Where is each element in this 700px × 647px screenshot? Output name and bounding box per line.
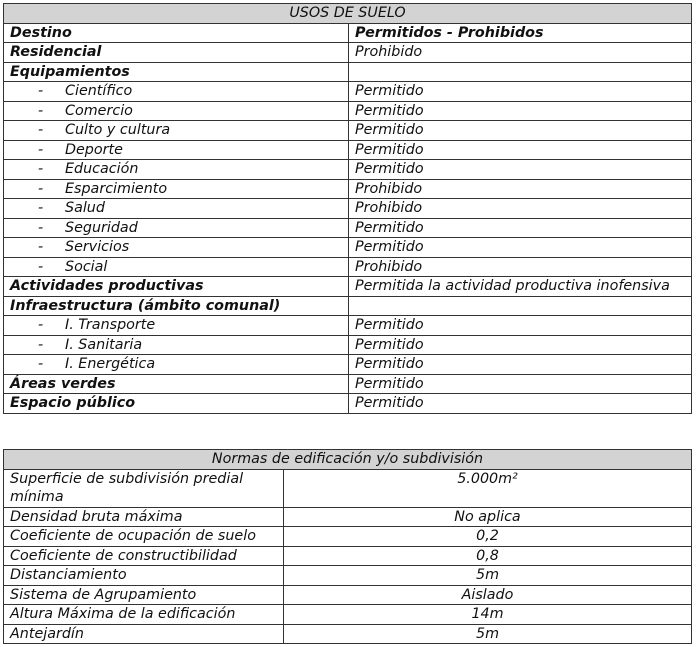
- table-row: [4, 507, 692, 527]
- destino-cell: [4, 160, 349, 180]
- bullet-dash: -: [38, 161, 44, 177]
- bullet-dash: -: [38, 141, 44, 158]
- table-row: [4, 160, 692, 180]
- table-title: Normas de edificación y/o subdivisión: [4, 450, 692, 470]
- destino-cell: [4, 238, 349, 258]
- destino-label: Servicios: [65, 239, 130, 255]
- destino-cell: [4, 179, 349, 199]
- bullet-dash: -: [38, 180, 44, 197]
- destino-label: Deporte: [65, 141, 123, 158]
- table-title-row: [4, 4, 692, 24]
- table-row: [4, 546, 692, 566]
- column-header-row: [4, 23, 692, 43]
- destino-cell: [4, 140, 349, 160]
- destino-cell: [4, 355, 349, 375]
- table-row: [4, 355, 692, 375]
- estado-cell: Permitido: [349, 355, 692, 375]
- bullet-dash: -: [38, 102, 44, 119]
- destino-label: Científico: [65, 83, 133, 99]
- table-row: [4, 101, 692, 121]
- table-row: [4, 218, 692, 238]
- norma-label: Coeficiente de ocupación de suelo: [4, 527, 284, 547]
- normas-table: [3, 449, 692, 644]
- destino-label: Social: [65, 258, 108, 275]
- estado-cell: Permitido: [349, 121, 692, 141]
- table-row: [4, 394, 692, 414]
- estado-cell: Permitido: [349, 238, 692, 258]
- destino-cell: [4, 199, 349, 219]
- table-row: [4, 199, 692, 219]
- destino-label: I. Transporte: [65, 317, 156, 333]
- table-row: [4, 585, 692, 605]
- table-row: [4, 140, 692, 160]
- table-row: [4, 605, 692, 625]
- table-row: [4, 316, 692, 336]
- table-title: USOS DE SUELO: [4, 4, 692, 24]
- table-row: [4, 82, 692, 102]
- bullet-dash: -: [38, 122, 44, 138]
- estado-cell: Permitido: [349, 335, 692, 355]
- estado-cell: Permitido: [349, 82, 692, 102]
- bullet-dash: -: [38, 200, 44, 216]
- norma-label: Sistema de Agrupamiento: [4, 585, 284, 605]
- norma-value: 0,8: [284, 546, 692, 566]
- destino-cell: Infraestructura (ámbito comunal): [4, 296, 349, 316]
- estado-cell: Permitido: [349, 218, 692, 238]
- norma-value: 5.000m²: [284, 469, 692, 507]
- bullet-dash: -: [38, 317, 44, 333]
- destino-label: Seguridad: [65, 219, 138, 236]
- destino-cell: [4, 257, 349, 277]
- estado-cell: [349, 62, 692, 82]
- destino-cell: [4, 121, 349, 141]
- destino-label: Esparcimiento: [65, 180, 168, 197]
- norma-value: 5m: [284, 624, 692, 644]
- table-row: [4, 277, 692, 297]
- norma-value: 14m: [284, 605, 692, 625]
- destino-label: Salud: [65, 200, 105, 216]
- estado-cell: Permitido: [349, 374, 692, 394]
- destino-cell: Actividades productivas: [4, 277, 349, 297]
- estado-cell: Permitida la actividad productiva inofensiva: [349, 277, 692, 297]
- table-row: [4, 566, 692, 586]
- bullet-dash: -: [38, 219, 44, 236]
- bullet-dash: -: [38, 83, 44, 99]
- destino-cell: [4, 316, 349, 336]
- bullet-dash: -: [38, 239, 44, 255]
- norma-value: Aislado: [284, 585, 692, 605]
- norma-label: Altura Máxima de la edificación: [4, 605, 284, 625]
- destino-label: Comercio: [65, 102, 133, 119]
- table-row: [4, 257, 692, 277]
- table-row: [4, 179, 692, 199]
- table-row: [4, 296, 692, 316]
- table-row: [4, 374, 692, 394]
- destino-label: I. Energética: [65, 356, 156, 372]
- estado-cell: Prohibido: [349, 43, 692, 63]
- column-header-destino: Destino: [4, 23, 349, 43]
- table-title-row: [4, 450, 692, 470]
- bullet-dash: -: [38, 258, 44, 275]
- bullet-dash: -: [38, 356, 44, 372]
- table-row: [4, 238, 692, 258]
- table-row: [4, 469, 692, 507]
- estado-cell: Permitido: [349, 394, 692, 414]
- destino-cell: Áreas verdes: [4, 374, 349, 394]
- norma-label: Superficie de subdivisión predial mínima: [4, 469, 284, 507]
- destino-cell: [4, 101, 349, 121]
- norma-value: 5m: [284, 566, 692, 586]
- table-row: [4, 527, 692, 547]
- estado-cell: Prohibido: [349, 179, 692, 199]
- destino-cell: [4, 335, 349, 355]
- estado-cell: Permitido: [349, 316, 692, 336]
- destino-label: Culto y cultura: [65, 122, 171, 138]
- norma-label: Distanciamiento: [4, 566, 284, 586]
- norma-value: No aplica: [284, 507, 692, 527]
- destino-cell: [4, 82, 349, 102]
- table-row: [4, 62, 692, 82]
- destino-label: I. Sanitaria: [65, 336, 143, 353]
- estado-cell: Prohibido: [349, 257, 692, 277]
- norma-label: Antejardín: [4, 624, 284, 644]
- destino-cell: Residencial: [4, 43, 349, 63]
- estado-cell: Prohibido: [349, 199, 692, 219]
- estado-cell: [349, 296, 692, 316]
- table-row: [4, 121, 692, 141]
- norma-label: Densidad bruta máxima: [4, 507, 284, 527]
- estado-cell: Permitido: [349, 140, 692, 160]
- table-row: [4, 335, 692, 355]
- estado-cell: Permitido: [349, 101, 692, 121]
- estado-cell: Permitido: [349, 160, 692, 180]
- column-header-estado: Permitidos - Prohibidos: [349, 23, 692, 43]
- destino-cell: Equipamientos: [4, 62, 349, 82]
- norma-value: 0,2: [284, 527, 692, 547]
- destino-cell: Espacio público: [4, 394, 349, 414]
- bullet-dash: -: [38, 336, 44, 353]
- usos-de-suelo-table: [3, 3, 692, 414]
- table-row: [4, 624, 692, 644]
- destino-cell: [4, 218, 349, 238]
- norma-label: Coeficiente de constructibilidad: [4, 546, 284, 566]
- destino-label: Educación: [65, 161, 139, 177]
- table-row: [4, 43, 692, 63]
